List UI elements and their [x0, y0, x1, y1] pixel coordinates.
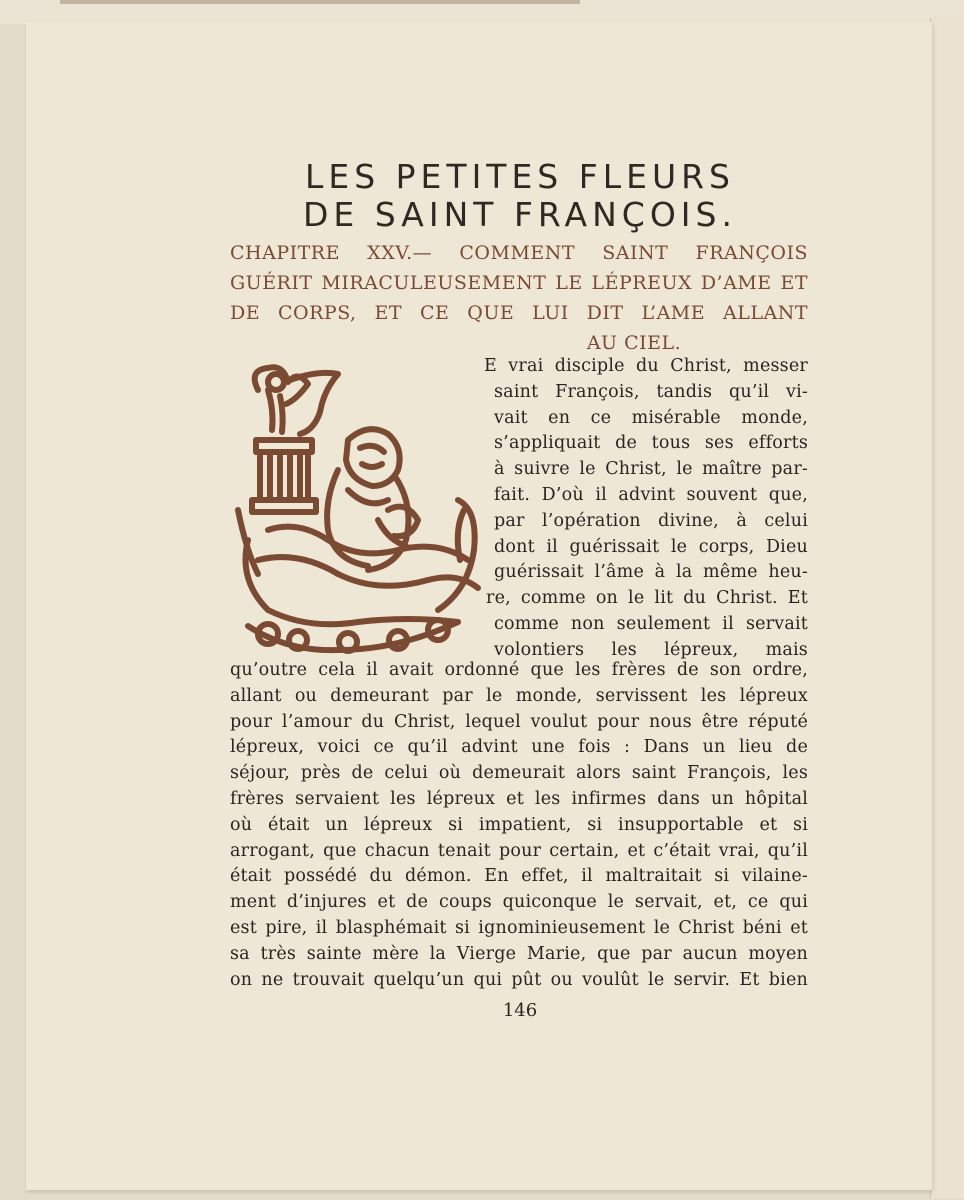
text-line: frères servaient les lépreux et les infirmes dans un hôpital — [230, 788, 808, 809]
text-line: à suivre le Christ, le maître par- — [494, 459, 808, 480]
body-text-wrapped — [230, 354, 808, 664]
text-line: guérissait l’âme à la même heu- — [494, 562, 808, 583]
previous-page-edge — [0, 0, 964, 24]
body-text-full — [230, 658, 808, 993]
text-line: dont il guérissait le corps, Dieu — [494, 536, 808, 557]
text-line: vait en ce misérable monde, — [494, 407, 808, 428]
text-line: lépreux, voici ce qu’il advint une fois : Dans un lieu de — [230, 737, 808, 758]
text-line: qu’outre cela il avait ordonné que les frères de son ordre, — [230, 660, 808, 680]
chapter-line: GUÉRIT MIRACULEUSEMENT LE LÉPREUX D’AME ET — [230, 272, 808, 294]
chapter-heading — [230, 238, 808, 358]
title-line: LES PETITES FLEURS — [304, 157, 735, 196]
text-line: comme non seulement il servait — [494, 613, 808, 634]
text-line: est pire, il blasphémait si ignominieusement le Christ béni et — [230, 917, 808, 938]
chapter-line: AU CIEL. — [586, 332, 682, 354]
text-line: séjour, près de celui où demeurait alors saint François, les — [230, 763, 808, 784]
text-line: arrogant, que chacun tenait pour certain, et c’était vrai, qu’il — [230, 840, 808, 861]
text-line: était possédé du démon. En effet, il maltraitait si vilaine- — [230, 866, 808, 887]
ink-strip — [60, 0, 580, 4]
page-title — [230, 158, 810, 234]
text-line: allant ou demeurant par le monde, servissent les lépreux — [230, 685, 808, 706]
text-line: pour l’amour du Christ, lequel voulut pour nous être réputé — [230, 711, 808, 732]
next-page-edge — [930, 18, 964, 1198]
text-line: ment d’injures et de coups quiconque le servait, et, ce qui — [230, 892, 808, 913]
text-line: re, comme on le lit du Christ. Et — [486, 588, 808, 609]
text-line: où était un lépreux si impatient, si insupportable et si — [230, 814, 808, 835]
text-line: saint François, tandis qu’il vi- — [494, 381, 808, 402]
text-line: fait. D’où il advint souvent que, — [494, 484, 808, 505]
text-line: E vrai disciple du Christ, messer — [484, 356, 808, 376]
text-line: par l’opération divine, à celui — [494, 510, 808, 531]
chapter-line: DE CORPS, ET CE QUE LUI DIT L’AME ALLANT — [230, 302, 808, 324]
text-line: on ne trouvait quelqu’un qui pût ou voulût le servir. Et bien — [230, 969, 808, 990]
title-line: DE SAINT FRANÇOIS. — [303, 195, 737, 234]
text-line: volontiers les lépreux, mais — [494, 639, 808, 660]
chapter-line: CHAPITRE XXV.— COMMENT SAINT FRANÇOIS — [230, 242, 808, 264]
page-number: 146 — [502, 1000, 538, 1021]
text-line: sa très sainte mère la Vierge Marie, que par aucun moyen — [230, 943, 808, 964]
text-line: s’appliquait de tous ses efforts — [494, 433, 808, 454]
